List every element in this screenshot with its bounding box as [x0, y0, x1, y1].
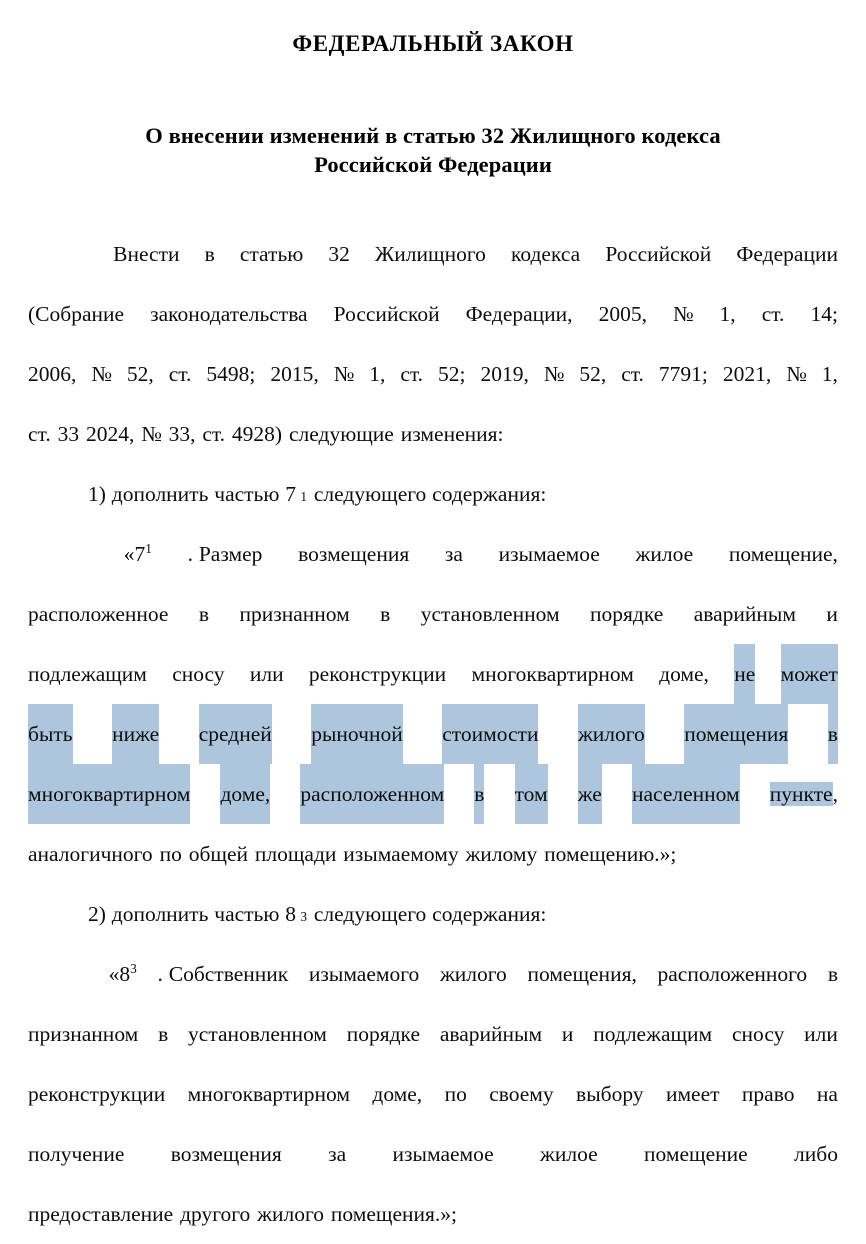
- text-line: [28, 824, 838, 884]
- highlighted-word: пункте: [769, 781, 833, 806]
- document-subtitle-line-2: Российской Федерации: [314, 152, 552, 178]
- word: в: [158, 1021, 169, 1046]
- highlighted-word: быть: [28, 704, 73, 764]
- text-line: [28, 1184, 838, 1244]
- word: возмещения: [298, 541, 410, 566]
- word: за: [328, 1141, 347, 1166]
- word: реконструкции: [28, 1081, 166, 1106]
- word: помещения.»;: [330, 1201, 458, 1226]
- highlighted-word: доме,: [220, 764, 270, 824]
- text-line: [28, 764, 838, 824]
- word: Внести: [113, 241, 180, 266]
- word: право: [741, 1081, 795, 1106]
- word: изменения:: [400, 421, 504, 446]
- paragraph-intro: [28, 224, 838, 464]
- word: 2021,: [722, 361, 772, 386]
- word: 1,: [719, 301, 736, 326]
- highlighted-word: том: [515, 764, 548, 824]
- word: 4928): [231, 421, 283, 446]
- text-line: [28, 1124, 838, 1184]
- word: 1,: [821, 361, 838, 386]
- word: имеет: [665, 1081, 720, 1106]
- text-line: [28, 284, 838, 344]
- word: . Собственник: [157, 961, 289, 986]
- highlighted-word: помещения: [684, 704, 788, 764]
- word: доме,: [372, 1081, 423, 1106]
- word: ст.: [400, 361, 424, 386]
- word: №: [673, 301, 694, 326]
- word: площади: [254, 841, 337, 866]
- word: или: [249, 661, 284, 686]
- word: многоквартирном: [187, 1081, 350, 1106]
- word: многоквартирном: [471, 661, 634, 686]
- word: в: [204, 241, 215, 266]
- highlighted-word: населенном: [632, 764, 740, 824]
- word: и: [561, 1021, 574, 1046]
- highlighted-word: же: [578, 764, 602, 824]
- paragraph-quote-2: [28, 944, 838, 1244]
- text-line: [28, 404, 838, 464]
- text-line: [28, 584, 838, 644]
- document-subtitle-line-1: О внесении изменений в статью 32 Жилищного кодекса: [145, 122, 721, 148]
- word: в: [380, 601, 391, 626]
- word: получение: [28, 1141, 125, 1166]
- word: Российской: [333, 301, 440, 326]
- paragraph-quote-1: [28, 524, 838, 884]
- word: №: [333, 361, 355, 386]
- word: доме,: [659, 661, 709, 686]
- word: по: [444, 1081, 467, 1106]
- word: законодательства: [150, 301, 308, 326]
- word: 14;: [810, 301, 838, 326]
- word: помещению.»;: [544, 841, 677, 866]
- text-line: [28, 704, 838, 764]
- word: статью: [239, 241, 304, 266]
- highlighted-word: рыночной: [311, 704, 402, 764]
- word: Федерации: [736, 241, 838, 266]
- highlighted-word: не: [734, 644, 755, 704]
- page-title: ФЕДЕРАЛЬНЫЙ ЗАКОН: [292, 31, 574, 56]
- word: 2024,: [85, 421, 135, 446]
- item-2-prefix: 2) дополнить частью 8: [88, 901, 297, 926]
- word: 7791;: [658, 361, 708, 386]
- text-line: [28, 224, 838, 284]
- quote-1-superscript: 1: [145, 540, 152, 556]
- highlighted-word: в: [474, 764, 484, 824]
- word: аналогичного: [28, 841, 153, 866]
- word: на: [816, 1081, 838, 1106]
- item-1-prefix: 1) дополнить частью 7: [88, 481, 297, 506]
- word: 2006,: [28, 361, 77, 386]
- text-line: 2) дополнить частью 8 3 следующего содержания:: [28, 884, 838, 944]
- word: общей: [188, 841, 248, 866]
- word: или: [804, 1021, 838, 1046]
- word: порядке: [346, 1021, 421, 1046]
- word: №: [543, 361, 565, 386]
- word: следующие: [288, 421, 394, 446]
- word: по: [159, 841, 182, 866]
- word: либо: [794, 1141, 838, 1166]
- word: кодекса: [511, 241, 581, 266]
- word: помещение,: [728, 541, 838, 566]
- word: жилого: [439, 961, 507, 986]
- highlighted-word: может: [781, 644, 838, 704]
- text-line: [28, 524, 838, 584]
- word: помещение: [644, 1141, 748, 1166]
- word: реконструкции: [308, 661, 447, 686]
- word: изымаемого: [308, 961, 420, 986]
- document-subtitle: [28, 121, 838, 180]
- word: №: [91, 361, 112, 386]
- word: жилое: [540, 1141, 598, 1166]
- word: ст.: [621, 361, 644, 386]
- word: Федерации,: [465, 301, 573, 326]
- word: аварийным: [693, 601, 796, 626]
- trailing-comma: ,: [832, 781, 838, 806]
- highlighted-word: ниже: [112, 704, 159, 764]
- word: 33: [57, 421, 80, 446]
- highlighted-word: жилого: [578, 704, 645, 764]
- word: 52,: [126, 361, 154, 386]
- document-page: [0, 30, 866, 1230]
- text-line: [28, 1064, 838, 1124]
- word: сносу: [731, 1021, 785, 1046]
- word: 33,: [168, 421, 196, 446]
- word: 2005,: [598, 301, 647, 326]
- word: признанном: [239, 601, 350, 626]
- word: 1,: [369, 361, 386, 386]
- word: в: [827, 961, 838, 986]
- quote-2-open: «$8^3$: [108, 960, 137, 986]
- highlighted-word: многоквартирном: [28, 764, 190, 824]
- word: подлежащим: [28, 661, 147, 686]
- word: другого: [180, 1201, 251, 1226]
- text-line: [28, 344, 838, 404]
- word: . Размер: [187, 541, 263, 566]
- quote-2-superscript: 3: [130, 960, 137, 976]
- text-line: [28, 944, 838, 1004]
- quote-1-open: «$7^1$: [123, 540, 152, 566]
- word: расположенное: [28, 601, 169, 626]
- word: расположенного: [657, 961, 808, 986]
- text-line: [28, 644, 838, 704]
- word: Жилищного: [375, 241, 486, 266]
- highlighted-word: средней: [199, 704, 272, 764]
- paragraph-item-2: [28, 884, 838, 944]
- word: изымаемому: [343, 841, 459, 866]
- paragraph-item-1: [28, 464, 838, 524]
- word: за: [444, 541, 463, 566]
- word: 2019,: [480, 361, 529, 386]
- word: порядке: [589, 601, 664, 626]
- word: 2015,: [270, 361, 319, 386]
- word: 52;: [438, 361, 466, 386]
- word: ст.: [761, 301, 785, 326]
- highlighted-word: в: [828, 704, 838, 764]
- item-1-suffix: следующего содержания:: [313, 481, 547, 506]
- word: жилого: [257, 1201, 325, 1226]
- word: ст.: [202, 421, 226, 446]
- text-line: [28, 1004, 838, 1064]
- word: выбору: [576, 1081, 644, 1106]
- word: установленном: [188, 1021, 327, 1046]
- word: ст.: [28, 421, 51, 446]
- word: признанном: [28, 1021, 139, 1046]
- word: ст.: [168, 361, 192, 386]
- word: №: [786, 361, 807, 386]
- word: в: [198, 601, 210, 626]
- word: Российской: [605, 241, 712, 266]
- word-group: [770, 764, 838, 824]
- item-2-suffix: следующего содержания:: [313, 901, 547, 926]
- word: установленном: [420, 601, 560, 626]
- word: аварийным: [439, 1021, 543, 1046]
- word: 32: [328, 241, 350, 266]
- word: предоставление: [28, 1201, 174, 1226]
- word: 5498;: [206, 361, 256, 386]
- word: помещения,: [527, 961, 637, 986]
- word: возмещения: [170, 1141, 282, 1166]
- word: изымаемое: [498, 541, 600, 566]
- word: жилому: [465, 841, 538, 866]
- word: (Собрание: [28, 301, 125, 326]
- word: жилое: [635, 541, 694, 566]
- word: изымаемое: [392, 1141, 494, 1166]
- word: своему: [489, 1081, 554, 1106]
- word: №: [141, 421, 162, 446]
- word: подлежащим: [593, 1021, 713, 1046]
- word: и: [826, 601, 838, 626]
- text-line: 1) дополнить частью 7 1 следующего содержания:: [28, 464, 838, 524]
- document-body: [28, 224, 838, 1244]
- highlighted-word: стоимости: [442, 704, 538, 764]
- word: сносу: [172, 661, 225, 686]
- word: 52,: [579, 361, 607, 386]
- highlighted-word: расположенном: [300, 764, 444, 824]
